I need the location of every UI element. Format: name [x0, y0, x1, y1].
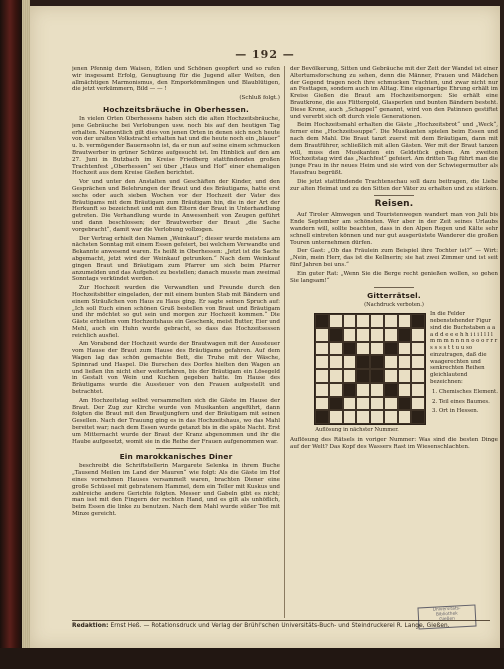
grid-cell	[398, 410, 412, 424]
footer-text: Ernst Heß. — Rotationsdruck und Verlag der Brühl'schen Universitäts-Buch- und Steindruckerei R. Lange, Gießen.	[110, 623, 450, 629]
section-title-travel: Reisen.	[374, 199, 414, 210]
grid-cell	[411, 369, 425, 383]
grid-cell	[329, 314, 343, 328]
puzzle-clue: 2. Teil eines Baumes.	[432, 398, 490, 405]
crossword-puzzle	[290, 311, 498, 435]
grid-cell	[370, 397, 384, 411]
travel-paragraph: Der Gast: „Ob das Fräulein zum Beispiel ihre Tochter ist?“ — Wirt: „Nein, mein Herr, das ist die Kellnerin; sie hat zwei Zimmer und ist seit fünf Jahren bei uns.“	[290, 248, 498, 268]
grid-cell	[343, 314, 357, 328]
continued-paragraph: Beim Hochzeitsmahl erhalten die Gäste „Hochzeitsbrot“ und „Weck“, ferner eine „Hochzeitssuppe“. Die Musikanten spielen beim Essen und nach dem Mahl. Die Braut tanzt zuerst mit dem Bräutigam, dann mit dem Brautführer, schließlich mit allen Gästen. Wer mit der Braut tanzen will, muss den Musikanten ein Geldstück geben. Am zweiten Hochzeitstag wird das „Nachfest“ gefeiert. Am dritten Tag führt man die junge Frau in ihr neues Heim und sie wird von der Schwiegermutter als Hausfrau begrüßt.	[290, 122, 498, 176]
section-divider	[374, 195, 414, 196]
puzzle-instructions	[430, 311, 498, 415]
wedding-paragraph: Am Hochzeitstag selbst versammelten sich die Gäste im Hause der Braut. Der Zug zur Kirche wurde von Musikanten angeführt, dann folgten die Braut mit den Brautjungfern und der Bräutigam mit seinen Gesellen. Nach der Trauung ging es in das Hochzeitshaus, wo das Mahl bereitet war; nach dem Essen wurde getanzt bis in die späte Nacht. Erst um Mitternacht wurde der Braut der Kranz abgenommen und ihr die Haube aufgesetzt, womit sie in die Reihe der Frauen aufgenommen war.	[72, 397, 280, 445]
section-divider	[156, 448, 196, 449]
stamp-line: Bibliothek	[435, 611, 458, 618]
grid-cell	[384, 355, 398, 369]
grid-cell	[411, 397, 425, 411]
puzzle-subtitle: (Nachdruck verboten.)	[364, 302, 424, 309]
newspaper-page	[30, 6, 500, 648]
grid-cell	[398, 383, 412, 397]
grid-block-cell	[370, 369, 384, 383]
grid-cell	[315, 355, 329, 369]
page-edge	[22, 0, 30, 669]
travel-paragraph: Auf Tiroler Almwegen und Touristenwegen wandert man von Juli bis Ende September am schönsten. Wer aber in der Zeit seines Urlaubs wandern will, sollte beachten, dass in den Alpen Regen und Kälte sehr schnell eintreten können und nur gut ausgerüstete Wanderer die großen Touren unternehmen dürfen.	[290, 212, 498, 246]
puzzle-clue: 1. Chemisches Element.	[432, 388, 498, 395]
travel-paragraph: Ein guter Rat: „Wenn Sie die Berge recht genießen wollen, so gehen Sie langsam!“	[290, 270, 498, 284]
puzzle-clue: 3. Ort in Hessen.	[432, 408, 479, 415]
wedding-paragraph: Vor und unter den Anstalten und Geschäften der Kinder, und den Gesprächen und Belehrungen der Braut und des Bräutigams, hatte erst sechs oder auch sieben Wochen vor der Hochzeit der Vater des Bräutigams mit dem Bräutigam zum Bräutigam hin, die in der Art der Herkunft so bezeichnet und mit den Eltern der Braut in Unterhandlung getreten. Die Verhandlung wurde in Anwesenheit von Zeugen geführt und dann beschlossen; der Brautwerber der Braut „die Sache vorgebracht“, damit war die Verlobung vollzogen.	[72, 179, 280, 233]
grid-block-cell	[329, 397, 343, 411]
grid-cell	[384, 369, 398, 383]
to-be-continued-note: (Schluß folgt.)	[239, 95, 280, 102]
grid-cell	[356, 397, 370, 411]
grid-block-cell	[398, 328, 412, 342]
grid-cell	[370, 342, 384, 356]
grid-cell	[315, 369, 329, 383]
grid-block-cell	[384, 383, 398, 397]
grid-block-cell	[315, 314, 329, 328]
grid-cell	[384, 410, 398, 424]
crossword-grid	[314, 313, 426, 425]
grid-block-cell	[411, 410, 425, 424]
puzzle-title: Gitterrätsel.	[367, 291, 421, 301]
grid-cell	[343, 355, 357, 369]
grid-block-cell	[356, 355, 370, 369]
continued-paragraph: Die jetzt stattfindende Trachtenschau soll dazu beitragen, die Liebe zur alten Heimat und zu den Sitten der Väter zu erhalten und zu stärken.	[290, 178, 498, 192]
grid-block-cell	[343, 383, 357, 397]
grid-cell	[370, 314, 384, 328]
puzzle-caption: Auflösung in nächster Nummer.	[315, 427, 399, 434]
grid-cell	[343, 369, 357, 383]
grid-cell	[384, 314, 398, 328]
grid-cell	[329, 342, 343, 356]
grid-block-cell	[370, 355, 384, 369]
right-column	[290, 66, 498, 614]
grid-block-cell	[384, 342, 398, 356]
footer-prefix: Redaktion:	[72, 623, 109, 629]
grid-cell	[411, 342, 425, 356]
grid-cell	[398, 369, 412, 383]
grid-cell	[398, 355, 412, 369]
grid-cell	[398, 342, 412, 356]
grid-cell	[315, 342, 329, 356]
grid-cell	[343, 410, 357, 424]
grid-block-cell	[329, 328, 343, 342]
grid-cell	[370, 383, 384, 397]
grid-cell	[315, 397, 329, 411]
grid-cell	[315, 328, 329, 342]
grid-cell	[356, 410, 370, 424]
grid-cell	[384, 328, 398, 342]
wedding-paragraph: In vielen Orten Oberhessens haben sich die alten Hochzeitsbräuche, jene Gebräuche bei Verlobungen usw. noch bis auf den heutigen Tag erhalten. Namentlich gilt dies von jenen Orten in denen sich noch heute von der uralten Volkstracht erhalten hat und die heute noch ein „blauer“ u. b. vermögender Bauernsohn ist, da er nun auf seine einem schmucken Brautwerber in grüner Schürze aufgesucht ist. Im Hinblick auf den am 27. Juni in Butzbach im Kreise Friedberg stattfindenden großen Trachtenfest „Oberhessen“ sei über „Haus und Hof“ einer ehemaligen Hochzeit aus dem Kreise Gießen berichtet.	[72, 115, 280, 177]
moroccan-paragraph: beschreibt die Schriftstellerin Margarete Selenka in ihrem Buche „Tausend Meilen im Land der Mauren“ wie folgt: Als die Gäste im Hof eines vornehmen Hauses versammelt waren, brachten Diener eine große Schüssel mit gebratenem Hammel, dem ein Teller mit Kuskus und zahlreiche andere Gerichte folgten. Messer und Gabeln gibt es nicht; man isst mit den Fingern der rechten Hand, und es gilt als unhöflich, beim Essen die linke zu benutzen. Nach dem Mahl wurde süßer Tee mit Minze gereicht.	[72, 463, 280, 518]
stamp-line: Gießen	[439, 616, 456, 623]
grid-cell	[411, 355, 425, 369]
grid-cell	[329, 383, 343, 397]
wedding-paragraph: Zur Hochzeit wurden die Verwandten und Freunde durch den Hochzeitsbitter eingeladen, der mit einem bunten Stab mit Bändern und einem Sträußchen von Haus zu Haus ging. Er sagte seinen Spruch auf: „Ich soll Euch einen schönen Gruß bestellen von Braut und Bräutigam und ihr möchtet so gut sein und morgen zur Hochzeit kommen.“ Die Gäste erhielten vom Hochzeitshaus ein Geschenk, meist Butter, Eier und Mehl, auch ein Huhn wurde gebracht, so dass das Hochzeitsessen reichlich ausfiel.	[72, 285, 280, 339]
grid-cell	[329, 369, 343, 383]
grid-block-cell	[356, 369, 370, 383]
puzzle-intro: In die Felder nebenstehender Figur sind die Buchstaben a a a d d e e e h h i i i l l l l m m m n n n n o o o r r r s s s s t t u u so einzutragen, daß die waagerechten und senkrechten Reihen gleichlautend bezeichnen:	[430, 311, 498, 386]
grid-cell	[329, 355, 343, 369]
stamp-line: Universitäts-	[432, 606, 461, 613]
grid-cell	[411, 383, 425, 397]
puzzle-solution-note: Auflösung des Rätsels in voriger Nummer: Was sind die besten Dinge auf der Welt? Das Kopf des Wassers Rast im Wiesenschlachten.	[290, 437, 498, 450]
left-column	[72, 66, 280, 614]
grid-cell	[356, 342, 370, 356]
grid-cell	[356, 328, 370, 342]
grid-block-cell	[398, 397, 412, 411]
grid-cell	[343, 397, 357, 411]
continued-paragraph: der Bevölkerung, Sitten und Gebräuche mit der Zeit der Wandel ist einer Altertumsforschung zu sehen, denn die Männer, Frauen und Mädchen der Gegend tragen noch ihre schmucken Trachten, und zwar nicht nur an Festtagen, sondern auch im Alltag. Eine eigenartige Ehrung erhält im Kreise Gießen die Braut am Hochzeitsmorgen: Sie erhält eine Brautkrone, die aus Flittergold, Glasperlen und bunten Bändern besteht. Diese Krone, auch „Schappel“ genannt, wird von den Patinnen gestiftet und vererbt sich oft durch viele Generationen.	[290, 66, 498, 120]
grid-cell	[356, 314, 370, 328]
grid-cell	[384, 397, 398, 411]
section-title-wedding-customs: Hochzeitsbräuche in Oberhessen.	[102, 104, 250, 114]
wedding-paragraph: Der Vertrag erhielt den Namen „Weinkauf“; dieser wurde meistens am nächsten Sonntag mit einem Essen gefeiert, bei welchem Verwandte und Bekannte anwesend waren. Es heißt in Oberhessen: „Jetzt ist die Sache abgemacht, jetzt wird der Weinkauf getrunken.“ Nach dem Weinkauf gingen Braut und Bräutigam zum Pfarrer um sich beim Pfarrer anzumelden und das Aufgebot zu bestellen; danach musste man zweimal Sonntags verkündet werden.	[72, 235, 280, 283]
grid-cell	[315, 383, 329, 397]
library-stamp	[417, 604, 476, 629]
section-title-moroccan-dinner: Ein marokkanisches Diner	[119, 452, 233, 462]
background-strip	[0, 648, 504, 669]
grid-cell	[370, 410, 384, 424]
column-rule	[284, 66, 285, 618]
grid-cell	[356, 383, 370, 397]
intro-paragraph: jenen Pfennig dem Waisen, Edlen und Schönen geopfert und so rufen wir insgesamt Erfolg, Genugtuung für die Jugend aller Welten, den allmächtigen Marmonismus, den Emporkömmlingen und Blaublütigen, die jetzt verkümmern, Bild — — !	[72, 66, 280, 93]
grid-cell	[343, 328, 357, 342]
wedding-paragraph: Am Vorabend der Hochzeit wurde der Brautwagen mit der Aussteuer vom Hause der Braut zum Hause des Bräutigams gefahren. Auf dem Wagen lag das schön gemachte Bett, die Truhe mit der Wäsche, Spinnrad und Haspel. Die Burschen des Dorfes hielten den Wagen an und ließen ihn nicht eher weiterfahren, bis der Bräutigam ein Lösegeld in Gestalt von Wein und Kuchen gegeben hatte. Im Hause des Bräutigams wurde die Aussteuer von den Frauen aufgestellt und betrachtet.	[72, 341, 280, 396]
grid-block-cell	[343, 342, 357, 356]
grid-cell	[411, 328, 425, 342]
section-divider	[374, 287, 414, 288]
grid-block-cell	[411, 314, 425, 328]
grid-cell	[398, 314, 412, 328]
page-number: — 192 —	[235, 48, 295, 61]
grid-block-cell	[315, 410, 329, 424]
grid-cell	[370, 328, 384, 342]
book-spine	[0, 0, 22, 669]
grid-cell	[329, 410, 343, 424]
